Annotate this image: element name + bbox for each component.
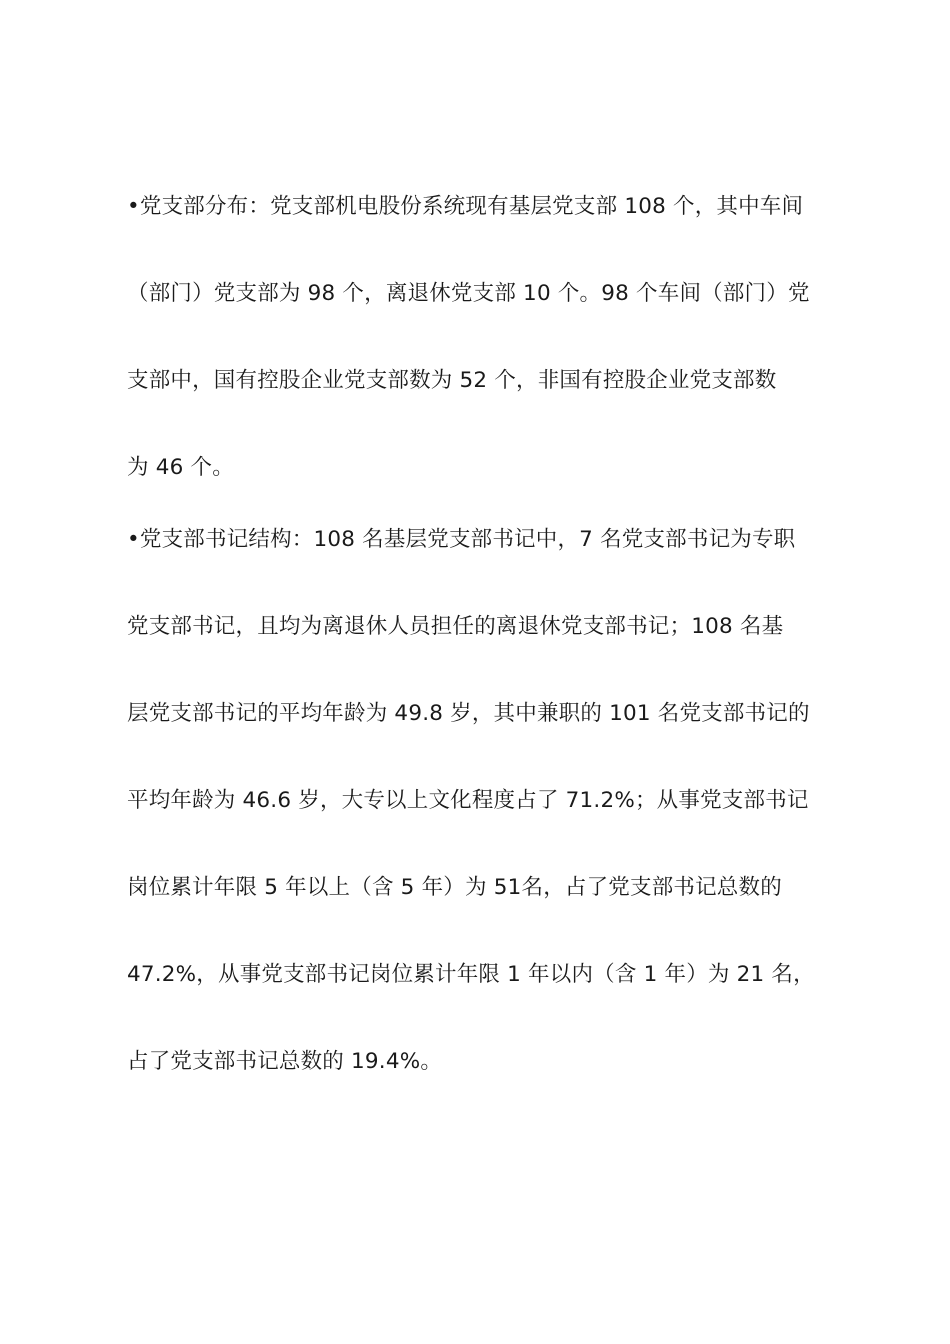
paragraph-line: 支部中，国有控股企业党支部数为 52 个，非国有控股企业党支部数	[127, 368, 777, 393]
paragraph-line: 岗位累计年限 5 年以上（含 5 年）为 51名，占了党支部书记总数的	[127, 875, 782, 900]
paragraph-line: 平均年龄为 46.6 岁，大专以上文化程度占了 71.2%；从事党支部书记	[127, 788, 809, 813]
paragraph-line: •党支部书记结构：108 名基层党支部书记中，7 名党支部书记为专职	[127, 527, 796, 552]
paragraph-line: •党支部分布：党支部机电股份系统现有基层党支部 108 个，其中车间	[127, 194, 804, 219]
paragraph-line: （部门）党支部为 98 个，离退休党支部 10 个。98 个车间（部门）党	[127, 281, 810, 306]
paragraph-line: 为 46 个。	[127, 455, 234, 480]
paragraph-line: 占了党支部书记总数的 19.4%。	[127, 1049, 443, 1074]
paragraph-line: 层党支部书记的平均年龄为 49.8 岁，其中兼职的 101 名党支部书记的	[127, 701, 810, 726]
paragraph-line: 党支部书记，且均为离退休人员担任的离退休党支部书记；108 名基	[127, 614, 784, 639]
paragraph-line: 47.2%，从事党支部书记岗位累计年限 1 年以内（含 1 年）为 21 名，	[127, 962, 815, 987]
